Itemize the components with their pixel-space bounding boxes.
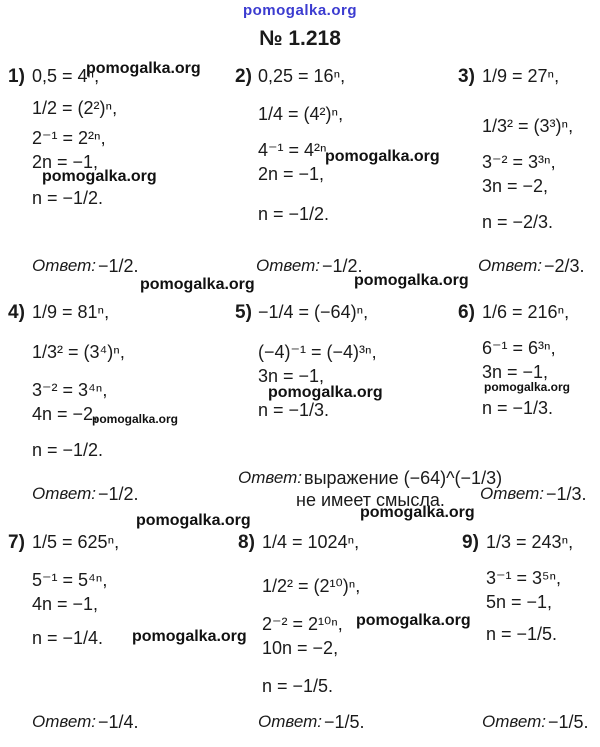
problem-4-step1: 1/3² = (3⁴)ⁿ, [32, 342, 125, 362]
problem-3-number: 3) [458, 66, 475, 87]
problem-7-answer-label: Ответ: [32, 712, 97, 731]
problem-8-step1: 1/2² = (2¹⁰)ⁿ, [262, 576, 361, 596]
site-header: pomogalka.org [242, 2, 357, 19]
problem-1-equation: 0,5 = 4ⁿ, [32, 66, 100, 86]
problem-6-step3: n = −1/3. [482, 398, 554, 418]
problem-8-step3: 10n = −2, [262, 638, 339, 658]
watermark: pomogalka.org [140, 276, 255, 293]
problem-4-step3: 4n = −2, [32, 404, 99, 424]
problem-2-step2: 4⁻¹ = 4²ⁿ [258, 140, 327, 160]
problem-8-step2: 2⁻² = 2¹⁰ⁿ, [262, 614, 343, 634]
problem-7-number: 7) [8, 532, 25, 553]
problem-5-step1: (−4)⁻¹ = (−4)³ⁿ, [258, 342, 377, 362]
problem-9-step1: 3⁻¹ = 3⁵ⁿ, [486, 568, 562, 588]
watermark: pomogalka.org [356, 612, 471, 629]
problem-5-number: 5) [235, 302, 252, 323]
problem-2-number: 2) [235, 66, 252, 87]
watermark: pomogalka.org [325, 148, 440, 165]
problem-1-answer-label: Ответ: [32, 256, 97, 275]
problem-5-answer: выражение (−64)^(−1/3) [304, 468, 503, 488]
problem-7-answer: −1/4. [98, 712, 139, 732]
problem-2-answer-label: Ответ: [256, 256, 321, 275]
problem-7-step3: n = −1/4. [32, 628, 104, 648]
watermark: pomogalka.org [42, 168, 157, 185]
problem-8-step4: n = −1/5. [262, 676, 334, 696]
problem-1-step3: 2n = −1, [32, 152, 99, 172]
problem-1-answer: −1/2. [98, 256, 139, 276]
problem-5-answer-label: Ответ: [238, 468, 303, 487]
problem-5-answer-line2: не имеет смысла. [296, 490, 445, 510]
problem-1-step1: 1/2 = (2²)ⁿ, [32, 98, 118, 118]
watermark: pomogalka.org [86, 60, 201, 77]
watermark: pomogalka.org [268, 384, 383, 401]
problem-5-equation: −1/4 = (−64)ⁿ, [258, 302, 369, 322]
problem-9-equation: 1/3 = 243ⁿ, [486, 532, 574, 552]
problem-8-number: 8) [238, 532, 255, 553]
problem-9-answer: −1/5. [548, 712, 589, 732]
problem-4-number: 4) [8, 302, 25, 323]
problem-5-step2: 3n = −1, [258, 366, 325, 386]
problem-9-answer-label: Ответ: [482, 712, 547, 731]
problem-3-equation: 1/9 = 27ⁿ, [482, 66, 560, 86]
watermark: pomogalka.org [136, 512, 251, 529]
problem-2-step4: n = −1/2. [258, 204, 330, 224]
problem-3-step2: 3⁻² = 3³ⁿ, [482, 152, 556, 172]
problem-5-step3: n = −1/3. [258, 400, 330, 420]
problem-9-step2: 5n = −1, [486, 592, 553, 612]
problem-2-answer: −1/2. [322, 256, 363, 276]
problem-3-answer: −2/3. [544, 256, 585, 276]
problem-6-answer: −1/3. [546, 484, 587, 504]
problem-6-number: 6) [458, 302, 475, 323]
watermark: pomogalka.org [132, 628, 247, 645]
problem-4-answer-label: Ответ: [32, 484, 97, 503]
problem-6-answer-label: Ответ: [480, 484, 545, 503]
problem-9-step3: n = −1/5. [486, 624, 558, 644]
watermark: pomogalka.org [360, 504, 475, 521]
problem-1-step2: 2⁻¹ = 2²ⁿ, [32, 128, 106, 148]
problem-1-number: 1) [8, 66, 25, 87]
problem-4-equation: 1/9 = 81ⁿ, [32, 302, 110, 322]
problem-4-answer: −1/2. [98, 484, 139, 504]
problem-8-answer-label: Ответ: [258, 712, 323, 731]
page-title: № 1.218 [259, 27, 341, 50]
problem-6-equation: 1/6 = 216ⁿ, [482, 302, 570, 322]
problem-7-step2: 4n = −1, [32, 594, 99, 614]
watermark: pomogalka.org [92, 412, 179, 426]
problem-1-step4: n = −1/2. [32, 188, 104, 208]
problem-3-step1: 1/3² = (3³)ⁿ, [482, 116, 574, 136]
problem-8-equation: 1/4 = 1024ⁿ, [262, 532, 360, 552]
problem-3-answer-label: Ответ: [478, 256, 543, 275]
problem-7-step1: 5⁻¹ = 5⁴ⁿ, [32, 570, 108, 590]
problem-7-equation: 1/5 = 625ⁿ, [32, 532, 120, 552]
problem-9-number: 9) [462, 532, 479, 553]
problem-6-step1: 6⁻¹ = 6³ⁿ, [482, 338, 556, 358]
watermark: pomogalka.org [354, 272, 469, 289]
watermark: pomogalka.org [484, 380, 571, 394]
problem-4-step2: 3⁻² = 3⁴ⁿ, [32, 380, 108, 400]
problem-3-step4: n = −2/3. [482, 212, 554, 232]
problem-2-step3: 2n = −1, [258, 164, 325, 184]
problem-4-step4: n = −1/2. [32, 440, 104, 460]
problem-3-step3: 3n = −2, [482, 176, 549, 196]
problem-6-step2: 3n = −1, [482, 362, 549, 382]
problem-8-answer: −1/5. [324, 712, 365, 732]
problem-2-equation: 0,25 = 16ⁿ, [258, 66, 346, 86]
problem-2-step1: 1/4 = (4²)ⁿ, [258, 104, 344, 124]
